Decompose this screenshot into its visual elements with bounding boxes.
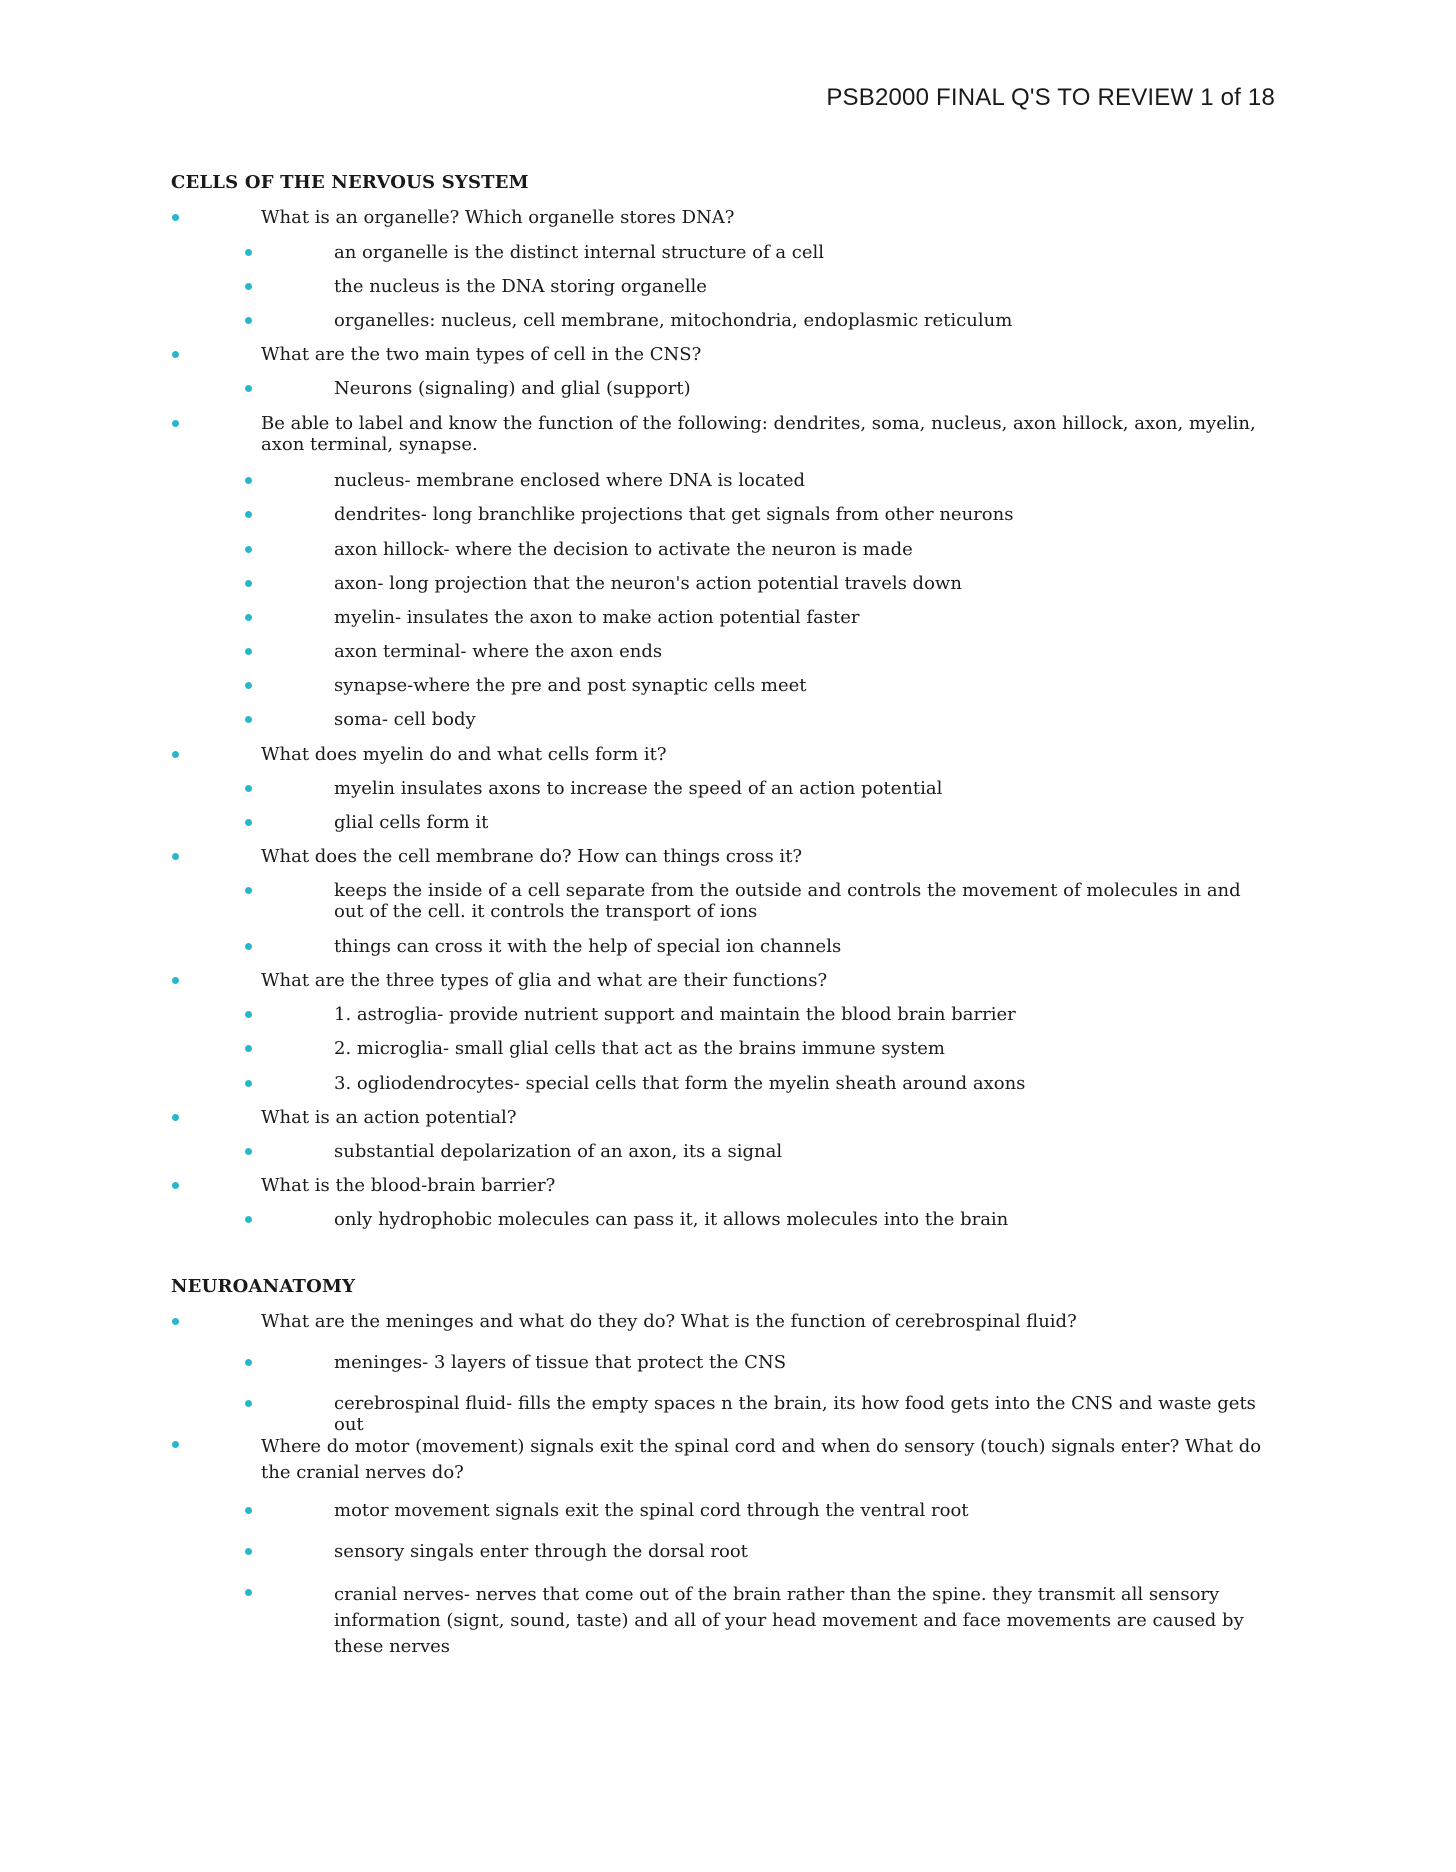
answer-item: 3. ogliodendrocytes- special cells that form the myelin sheath around axons: [334, 1073, 1026, 1094]
answer-item: organelles: nucleus, cell membrane, mitochondria, endoplasmic reticulum: [334, 310, 1013, 331]
bullet-icon: [245, 477, 252, 484]
bullet-icon: [172, 977, 179, 984]
answer-item: Neurons (signaling) and glial (support): [334, 378, 691, 399]
question-item: What are the two main types of cell in the CNS?: [261, 344, 702, 365]
bullet-icon: [245, 1148, 252, 1155]
bullet-icon: [245, 385, 252, 392]
answer-item: meninges- 3 layers of tissue that protect the CNS: [334, 1352, 787, 1373]
bullet-icon: [245, 1589, 252, 1596]
question-item: What does myelin do and what cells form it?: [261, 744, 667, 765]
bullet-icon: [245, 716, 252, 723]
question-item: What does the cell membrane do? How can things cross it?: [261, 846, 803, 867]
bullet-icon: [245, 1011, 252, 1018]
bullet-icon: [172, 751, 179, 758]
bullet-icon: [245, 580, 252, 587]
answer-item: substantial depolarization of an axon, its a signal: [334, 1141, 783, 1162]
bullet-icon: [245, 1548, 252, 1555]
bullet-icon: [245, 943, 252, 950]
answer-item: soma- cell body: [334, 709, 476, 730]
answer-item: sensory singals enter through the dorsal root: [334, 1541, 748, 1562]
question-item: What is an organelle? Which organelle stores DNA?: [261, 207, 735, 228]
question-item: What are the meninges and what do they do? What is the function of cerebrospinal fluid?: [261, 1311, 1077, 1332]
bullet-icon: [245, 511, 252, 518]
bullet-icon: [245, 785, 252, 792]
question-item: Where do motor (movement) signals exit the spinal cord and when do sensory (touch) signals enter? What do the cranial nerves do?: [261, 1436, 1262, 1483]
bullet-icon: [172, 1441, 179, 1448]
bullet-icon: [172, 1182, 179, 1189]
answer-item: cerebrospinal fluid- fills the empty spaces n the brain, its how food gets into the CNS and waste gets out: [334, 1393, 1256, 1435]
answer-item: motor movement signals exit the spinal cord through the ventral root: [334, 1500, 969, 1521]
answer-item: axon hillock- where the decision to activate the neuron is made: [334, 539, 913, 560]
bullet-icon: [245, 249, 252, 256]
bullet-icon: [172, 351, 179, 358]
bullet-icon: [245, 887, 252, 894]
bullet-icon: [245, 283, 252, 290]
answer-item: keeps the inside of a cell separate from the outside and controls the movement of molecules in and out of the cell. it controls the transport of ions: [334, 880, 1241, 922]
page-header-title: PSB2000 FINAL Q'S TO REVIEW 1 of 18: [826, 84, 1275, 111]
question-item: What is the blood-brain barrier?: [261, 1175, 556, 1196]
bullet-icon: [245, 1507, 252, 1514]
answer-item: an organelle is the distinct internal structure of a cell: [334, 242, 825, 263]
bullet-icon: [172, 214, 179, 221]
question-item: What is an action potential?: [261, 1107, 517, 1128]
bullet-icon: [172, 1318, 179, 1325]
bullet-icon: [245, 1400, 252, 1407]
answer-item: myelin insulates axons to increase the speed of an action potential: [334, 778, 943, 799]
answer-item: nucleus- membrane enclosed where DNA is located: [334, 470, 806, 491]
answer-item: axon- long projection that the neuron's action potential travels down: [334, 573, 962, 594]
bullet-icon: [245, 682, 252, 689]
answer-item: 1. astroglia- provide nutrient support and maintain the blood brain barrier: [334, 1004, 1016, 1025]
answer-item: dendrites- long branchlike projections that get signals from other neurons: [334, 504, 1014, 525]
bullet-icon: [245, 614, 252, 621]
section-heading-neuroanatomy: NEUROANATOMY: [171, 1276, 356, 1297]
answer-item: things can cross it with the help of special ion channels: [334, 936, 842, 957]
question-item: What are the three types of glia and what are their functions?: [261, 970, 828, 991]
bullet-icon: [245, 819, 252, 826]
bullet-icon: [245, 317, 252, 324]
bullet-icon: [172, 853, 179, 860]
bullet-icon: [245, 546, 252, 553]
answer-item: the nucleus is the DNA storing organelle: [334, 276, 707, 297]
answer-item: axon terminal- where the axon ends: [334, 641, 663, 662]
answer-item: only hydrophobic molecules can pass it, it allows molecules into the brain: [334, 1209, 1009, 1230]
section-heading-cells: CELLS OF THE NERVOUS SYSTEM: [171, 172, 529, 193]
bullet-icon: [172, 420, 179, 427]
bullet-icon: [245, 648, 252, 655]
answer-item: glial cells form it: [334, 812, 489, 833]
answer-item: 2. microglia- small glial cells that act as the brains immune system: [334, 1038, 945, 1059]
answer-item: myelin- insulates the axon to make action potential faster: [334, 607, 860, 628]
bullet-icon: [245, 1080, 252, 1087]
bullet-icon: [172, 1114, 179, 1121]
answer-item: cranial nerves- nerves that come out of the brain rather than the spine. they transmit all sensory information (signt, sound, taste) and all of your head movement and face movements are caused by these nerves: [334, 1584, 1244, 1657]
bullet-icon: [245, 1359, 252, 1366]
bullet-icon: [245, 1045, 252, 1052]
bullet-icon: [245, 1216, 252, 1223]
answer-item: synapse-where the pre and post synaptic cells meet: [334, 675, 807, 696]
question-item: Be able to label and know the function of the following: dendrites, soma, nucleus, axon hillock, axon, myelin, axon terminal, synapse.: [261, 413, 1256, 455]
